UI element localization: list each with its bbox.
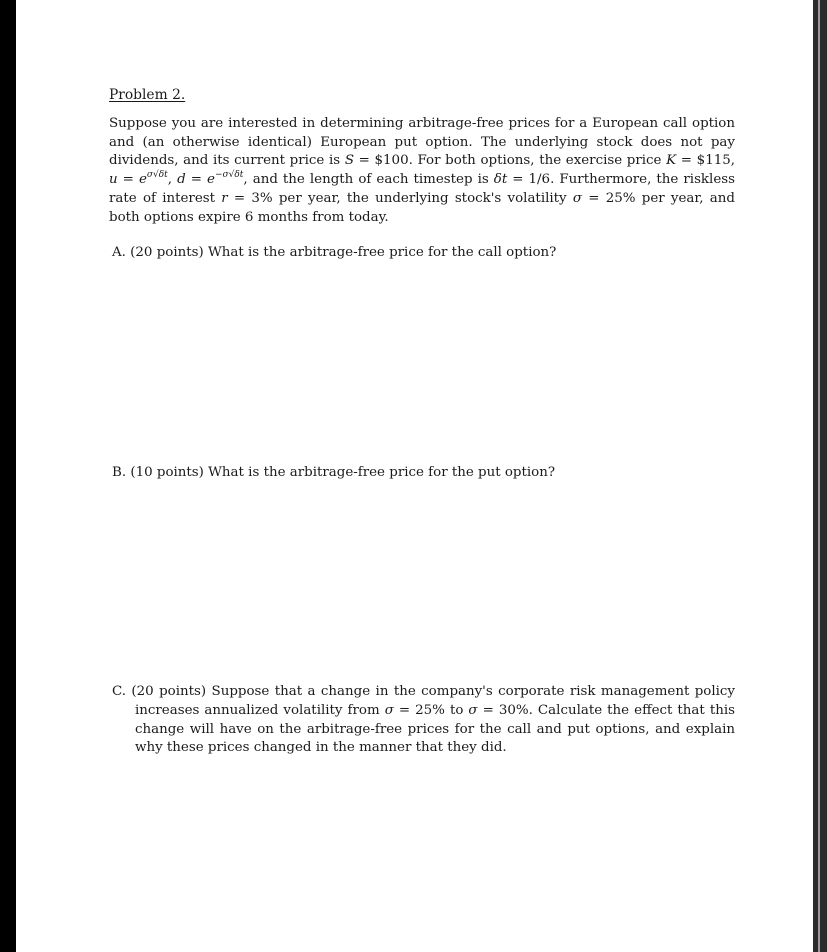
math-k: K	[666, 153, 677, 169]
problem-content	[109, 86, 736, 756]
question-c-body: C. (20 points) Suppose that a change in the company's corporate risk management policy increases annualized volatility from σ = 25% to σ = 30%. Calculate the effect that this change will have on the arbitrage-free prices for the call and put options, and explain why these prices changed in the manner that they did.	[112, 684, 735, 756]
math-sigma-to: σ	[468, 702, 478, 718]
question-a: A. (20 points) What is the arbitrage-free price for the call option?	[112, 245, 557, 260]
math-r: r	[221, 190, 228, 206]
math-sigma: σ	[572, 190, 583, 206]
document-page	[16, 0, 813, 952]
math-u: u	[109, 172, 118, 188]
math-sigma-from: σ	[384, 702, 394, 718]
left-border	[0, 0, 16, 952]
problem-intro: Suppose you are interested in determining arbitrage-free prices for a European call option and (an otherwise identical) European put option. The underlying stock does not pay dividends, and its current price is S = $100. For both options, the exercise price K = $115, $u = e^{\sigma√\delta t}$, $d = e^{-\sigma√\delta t}$, and the length of each timestep is δt = 1/6. Furthermore, the riskless rate of interest r = 3% per year, the underlying stock's volatility σ = 25% per year, and both options expire 6 months from today.	[109, 115, 736, 225]
math-e-down: e	[207, 172, 215, 188]
math-dt: δt	[493, 172, 508, 188]
problem-title: Problem 2.	[109, 87, 186, 103]
math-u-exponent: σ√δt	[146, 169, 168, 180]
math-d-exponent: −σ√δt	[214, 169, 244, 180]
math-s: S	[344, 153, 354, 169]
question-b: B. (10 points) What is the arbitrage-free price for the put option?	[112, 465, 556, 480]
question-c	[112, 683, 735, 758]
math-d: d	[177, 172, 186, 188]
right-border	[813, 0, 827, 952]
math-e-up: e	[138, 172, 147, 188]
